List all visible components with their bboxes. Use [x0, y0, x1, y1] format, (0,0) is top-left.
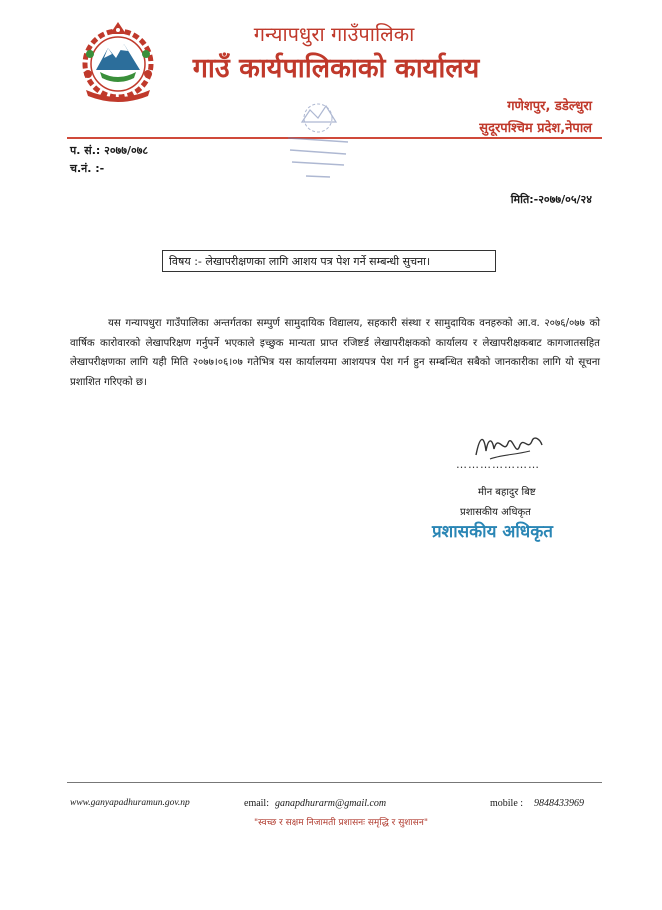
letterhead-address-line2: सुदूरपश्चिम प्रदेश,नेपाल	[479, 121, 592, 136]
letterhead-municipality-name: गन्यापधुरा गाउँपालिका	[253, 22, 415, 46]
signatory-name: मीन बहादुर बिष्ट	[478, 487, 536, 498]
footer-email: ganapdhurarm@gmail.com	[275, 798, 387, 809]
dispatch-number: च.नं. :-	[70, 162, 105, 175]
footer-mobile-label: mobile :	[490, 798, 524, 809]
letterhead-office-name: गाउँ कार्यपालिकाको कार्यालय	[192, 53, 480, 84]
footer-divider	[67, 782, 602, 783]
reference-number: प. सं.: २०७७/०७८	[70, 144, 149, 157]
signature-line: …………………	[456, 458, 540, 471]
official-seal-icon	[278, 100, 358, 184]
footer-website: www.ganyapadhuramun.gov.np	[70, 798, 190, 808]
letter-body: यस गन्यापधुरा गाउँपालिका अन्तर्गतका सम्पुर्ण सामुदायिक विद्यालय, सहकारी संस्था र सामुदायिक वनहरुको आ.व. २०७६/०७७ को वार्षिक कारोवारको लेखापरिक्षण गर्नुपर्ने भएकाले इच्छुक मान्यता प्राप्त रजिष्टर्ड लेखापरीक्षकको कार्यालय र लेखापरीक्षकबाट कागजातसहित लेखापरीक्षणका लागि यही मिति २०७७।०६।०७ गतेभित्र यस कार्यालयमा आशयपत्र पेश गर्न हुन सम्बन्धित सबैको जानकारीका लागि यो सूचना प्रशाशित गरिएको छ।	[70, 318, 600, 388]
footer-mobile: 9848433969	[534, 798, 584, 809]
footer-slogan: "स्वच्छ र सक्षम निजामती प्रशासनः समृद्धि र सुशासन"	[254, 818, 428, 828]
subject-box: विषय :- लेखापरीक्षणका लागि आशय पत्र पेश गर्ने सम्बन्धी सुचना।	[162, 250, 496, 272]
footer-email-label: email:	[244, 798, 269, 809]
office-title-stamp: प्रशासकीय अधिकृत	[432, 522, 553, 542]
letter-date: मिति:-२०७७/०५/२४	[510, 193, 592, 206]
signatory-title: प्रशासकीय अधिकृत	[460, 507, 531, 518]
letterhead-address-line1: गणेशपुर, डडेल्धुरा	[507, 99, 592, 114]
